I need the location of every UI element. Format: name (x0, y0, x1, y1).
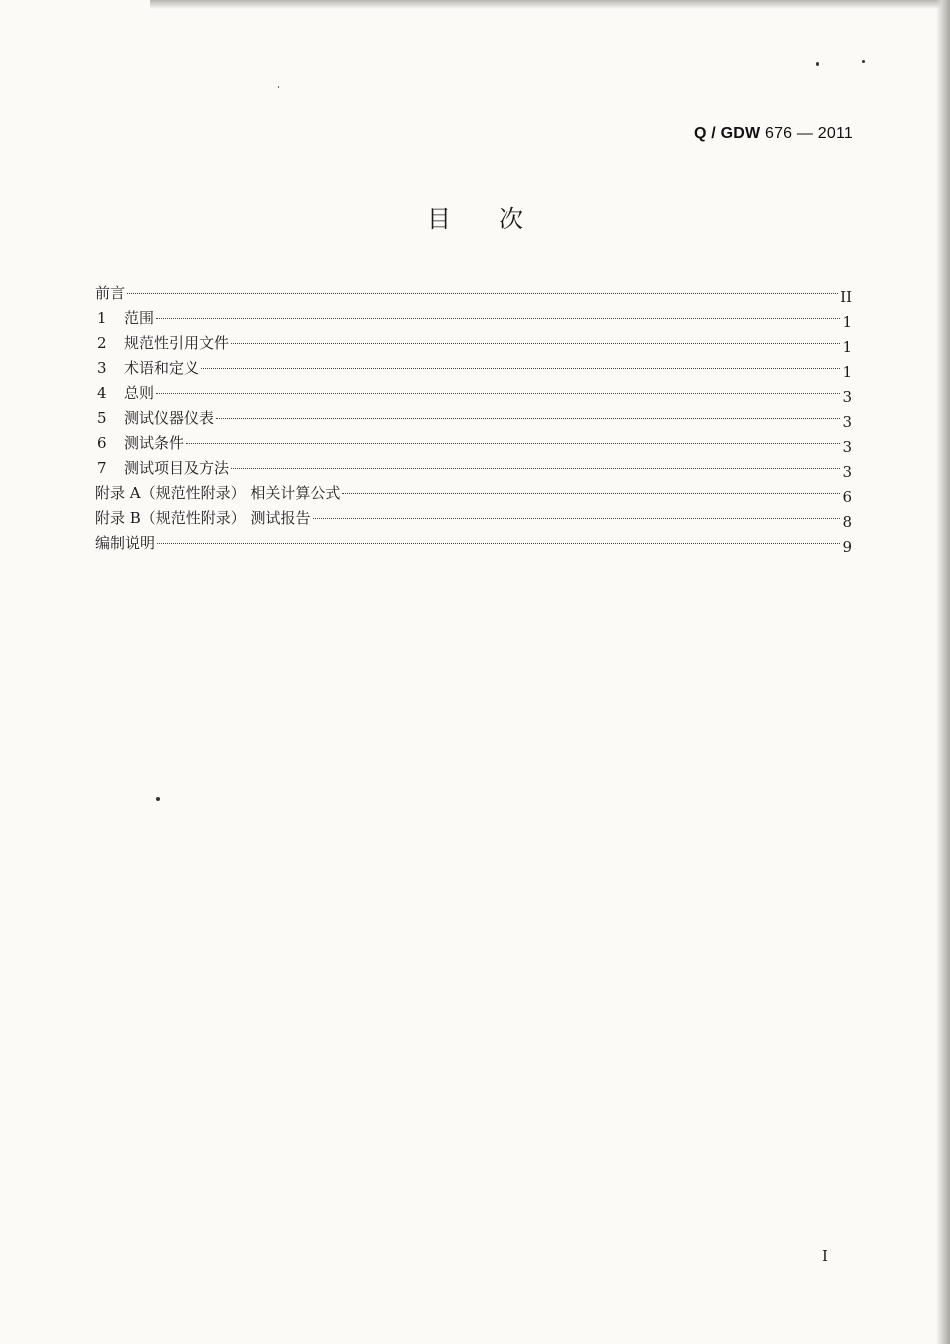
toc-entry-page: 9 (842, 538, 852, 556)
toc-entry-label: 测试条件 (124, 434, 185, 452)
toc-entry[interactable] (95, 456, 852, 481)
toc-entry[interactable] (95, 506, 852, 531)
toc-entry-label: 测试项目及方法 (124, 459, 230, 477)
scan-speck (862, 60, 865, 63)
toc-entry-page: 3 (842, 413, 852, 431)
toc-leader-dots (156, 393, 840, 394)
toc-leader-dots (186, 443, 840, 444)
toc-leader-dots (216, 418, 840, 419)
toc-leader-dots (231, 468, 840, 469)
toc-entry[interactable] (95, 306, 852, 331)
toc-title: 目次 (427, 205, 571, 233)
standard-year: 2011 (817, 125, 853, 142)
toc-entry[interactable] (95, 406, 852, 431)
toc-entry-label: 范围 (124, 309, 155, 327)
page-number: I (822, 1247, 828, 1265)
toc-leader-dots (156, 318, 840, 319)
toc-leader-dots (342, 493, 840, 494)
toc-leader-dots (313, 518, 840, 519)
table-of-contents (95, 281, 852, 556)
toc-entry-number: 4 (97, 384, 107, 402)
toc-entry-number: 2 (97, 334, 107, 352)
scan-speck (816, 62, 819, 66)
toc-entry-label: 规范性引用文件 (124, 334, 230, 352)
toc-entry-page: II (840, 288, 852, 306)
toc-leader-dots (127, 293, 838, 294)
toc-entry-page: 3 (842, 463, 852, 481)
toc-leader-dots (201, 368, 840, 369)
standard-separator: — (796, 125, 814, 142)
toc-entry[interactable] (95, 381, 852, 406)
toc-entry[interactable] (95, 356, 852, 381)
toc-entry-page: 3 (842, 388, 852, 406)
scan-speck (278, 86, 279, 88)
toc-entry-page: 8 (842, 513, 852, 531)
toc-entry-number: 5 (97, 409, 107, 427)
toc-entry[interactable] (95, 481, 852, 506)
toc-entry[interactable] (95, 431, 852, 456)
standard-prefix: Q / GDW (694, 125, 761, 142)
toc-entry-label: 附录 A（规范性附录） 相关计算公式 (95, 484, 341, 502)
toc-entry-page: 1 (842, 363, 852, 381)
toc-leader-dots (157, 543, 840, 544)
toc-entry-number: 1 (97, 309, 107, 327)
standard-number: 676 (764, 125, 793, 142)
toc-entry-page: 3 (842, 438, 852, 456)
toc-entry-number: 7 (97, 459, 107, 477)
toc-entry-label: 编制说明 (95, 534, 156, 552)
toc-entry-label: 附录 B（规范性附录） 测试报告 (95, 509, 311, 527)
scan-speck (156, 797, 160, 801)
toc-entry-label: 总则 (124, 384, 155, 402)
toc-entry-label: 前言 (95, 284, 126, 302)
toc-entry-number: 6 (97, 434, 107, 452)
toc-entry-number: 3 (97, 359, 107, 377)
toc-entry-page: 1 (842, 313, 852, 331)
toc-entry[interactable] (95, 281, 852, 306)
toc-entry[interactable] (95, 531, 852, 556)
toc-entry[interactable] (95, 331, 852, 356)
toc-leader-dots (231, 343, 840, 344)
toc-entry-label: 术语和定义 (124, 359, 200, 377)
toc-entry-page: 1 (842, 338, 852, 356)
toc-entry-label: 测试仪器仪表 (124, 409, 215, 427)
toc-entry-page: 6 (842, 488, 852, 506)
standard-code (694, 125, 853, 143)
scan-top-edge (150, 0, 950, 9)
